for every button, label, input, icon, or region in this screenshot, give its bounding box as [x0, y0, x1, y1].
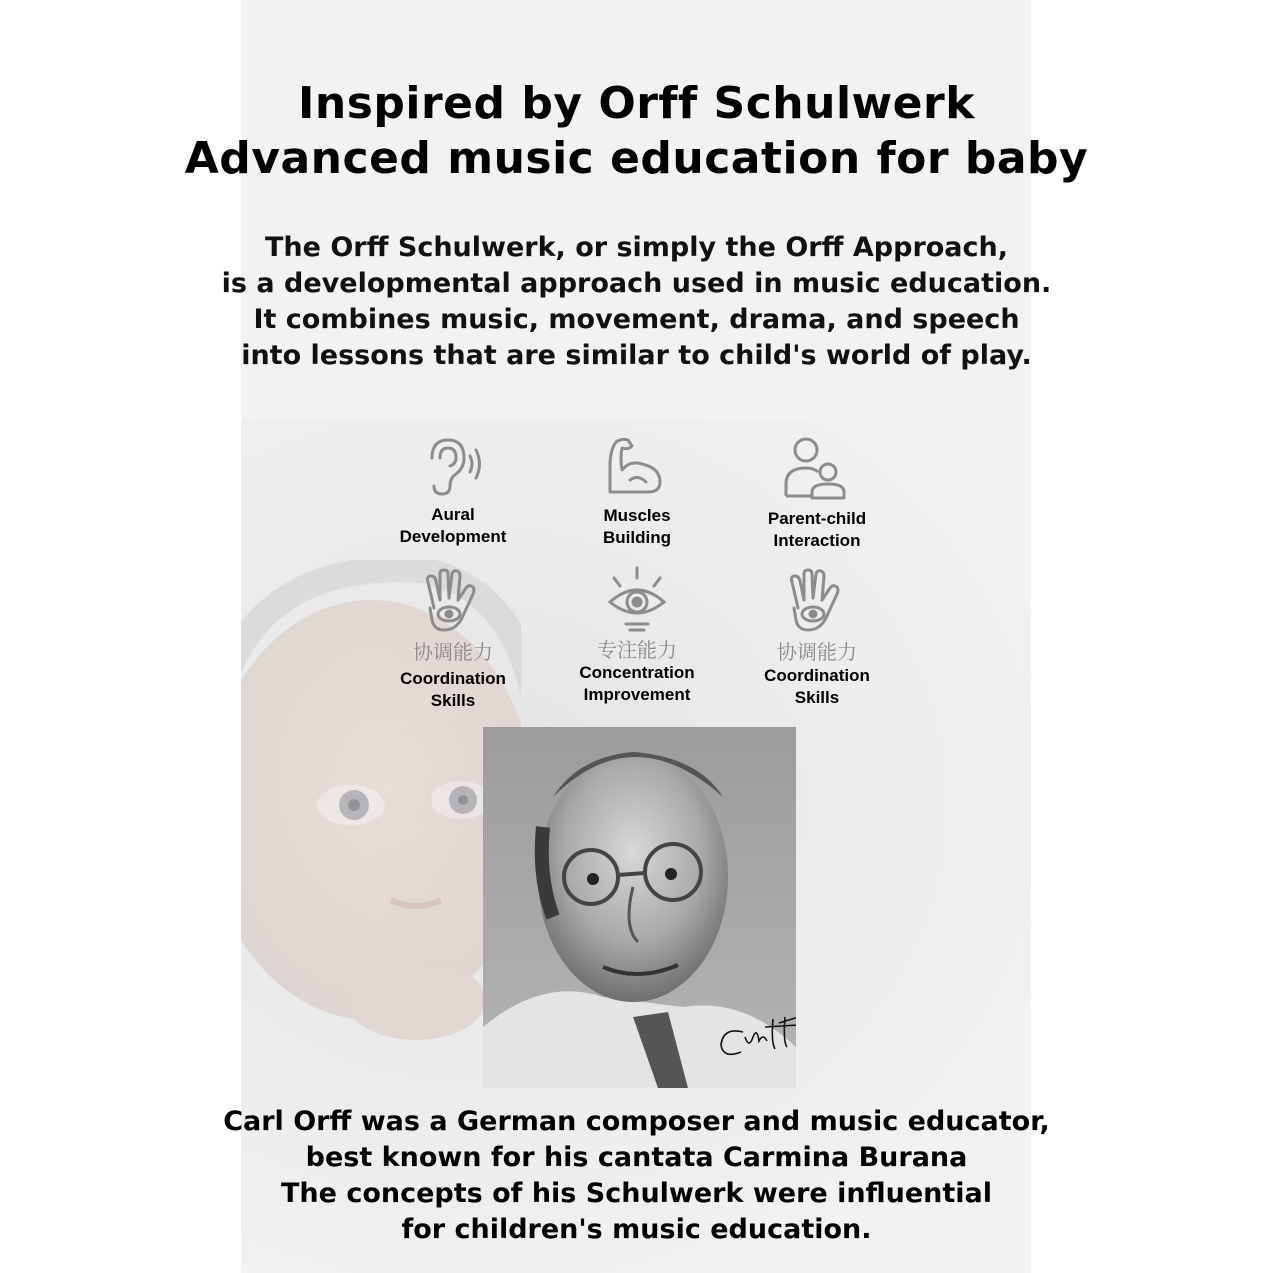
eye-focus-icon	[602, 566, 672, 632]
feature-label-line-1: Coordination	[400, 669, 506, 688]
intro-paragraph	[0, 230, 1273, 374]
parent-child-icon	[782, 436, 852, 500]
feature-label-line-2: Skills	[430, 691, 476, 710]
carl-orff-portrait	[483, 727, 796, 1088]
hand-eye-icon	[782, 568, 852, 634]
feature-parent-child-interaction	[732, 436, 902, 552]
headline	[0, 76, 1273, 186]
feature-coordination-skills-2	[732, 568, 902, 709]
feature-label-line-1: Muscles	[603, 506, 671, 525]
feature-label-line-2: Skills	[794, 688, 840, 707]
intro-line-2: is a developmental approach used in music education.	[221, 268, 1052, 299]
ear-icon	[418, 436, 488, 496]
feature-muscles-building	[552, 436, 722, 549]
flexed-arm-icon	[602, 436, 672, 496]
feature-label-line-1: Aural	[431, 505, 475, 524]
feature-aural-development	[368, 436, 538, 548]
feature-label-line-2: Development	[399, 527, 507, 546]
closing-line-2: best known for his cantata Carmina Burana	[305, 1142, 968, 1173]
headline-line-2: Advanced music education for baby	[184, 133, 1089, 184]
hand-eye-icon	[418, 568, 488, 634]
closing-paragraph	[0, 1104, 1273, 1248]
feature-label-line-1: Coordination	[764, 666, 870, 685]
feature-cn-label: 协调能力	[413, 640, 493, 664]
feature-coordination-skills-1	[368, 568, 538, 712]
feature-concentration-improvement	[552, 566, 722, 706]
feature-label-line-1: Parent-child	[767, 509, 867, 528]
signature-graphic	[713, 997, 796, 1067]
intro-line-3: It combines music, movement, drama, and speech	[253, 304, 1020, 335]
closing-line-1: Carl Orff was a German composer and music educator,	[223, 1106, 1050, 1137]
feature-label-line-2: Building	[603, 528, 671, 547]
intro-line-1: The Orff Schulwerk, or simply the Orff Approach,	[264, 232, 1009, 263]
feature-label-line-2: Improvement	[583, 685, 691, 704]
feature-cn-label: 协调能力	[777, 640, 857, 664]
feature-label-line-2: Interaction	[773, 531, 861, 550]
closing-line-3: The concepts of his Schulwerk were influential	[280, 1178, 993, 1209]
headline-line-1: Inspired by Orff Schulwerk	[298, 78, 975, 129]
closing-line-4: for children's music education.	[401, 1214, 872, 1245]
intro-line-4: into lessons that are similar to child's world of play.	[241, 340, 1032, 371]
feature-label-line-1: Concentration	[579, 663, 695, 682]
feature-cn-label: 专注能力	[597, 638, 677, 662]
